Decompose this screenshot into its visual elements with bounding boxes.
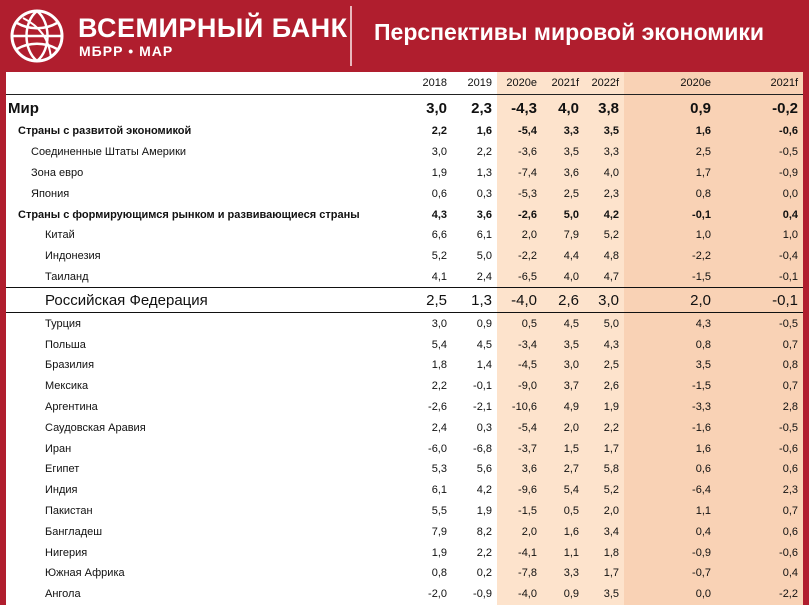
value-cell: -3,3 xyxy=(624,397,716,418)
value-cell: 4,3 xyxy=(431,208,447,221)
table-row xyxy=(6,183,803,204)
row-label: Соединенные Штаты Америки xyxy=(31,146,187,159)
value-cell: -0,9 xyxy=(716,163,803,184)
row-label: Таиланд xyxy=(45,270,89,283)
value-cell: 5,0 xyxy=(542,204,584,225)
value-cell: 1,7 xyxy=(584,563,624,584)
value-cell: 1,5 xyxy=(542,438,584,459)
value-cell: 2,5 xyxy=(624,142,716,163)
value-cell: 2,2 xyxy=(584,417,624,438)
table-row xyxy=(6,355,803,376)
value-cell: -7,4 xyxy=(497,163,542,184)
value-cell: 2,0 xyxy=(497,521,542,542)
value-cell: -0,1 xyxy=(473,380,492,393)
value-cell: 5,4 xyxy=(431,338,447,351)
value-cell: -2,6 xyxy=(428,400,447,413)
value-cell: 1,7 xyxy=(624,163,716,184)
value-cell: 1,9 xyxy=(584,397,624,418)
value-cell: 4,2 xyxy=(476,484,492,497)
table-row xyxy=(6,501,803,522)
value-cell: 0,9 xyxy=(542,584,584,605)
table-row xyxy=(6,121,803,142)
value-cell: -4,0 xyxy=(497,584,542,605)
value-cell: 2,5 xyxy=(584,355,624,376)
col-header: 2020e xyxy=(497,72,542,95)
value-cell: -4,0 xyxy=(497,288,542,313)
value-cell: 7,9 xyxy=(542,225,584,246)
value-cell: -0,2 xyxy=(716,95,803,122)
table-row xyxy=(6,225,803,246)
value-cell: -3,4 xyxy=(497,334,542,355)
row-label: Китай xyxy=(45,229,75,242)
value-cell: 0,7 xyxy=(716,334,803,355)
row-label: Бангладеш xyxy=(45,525,103,538)
value-cell: 3,0 xyxy=(426,99,447,117)
value-cell: 6,1 xyxy=(476,229,492,242)
table-row xyxy=(6,313,803,334)
value-cell: 2,0 xyxy=(497,225,542,246)
value-cell: 0,4 xyxy=(624,521,716,542)
value-cell: -3,6 xyxy=(497,142,542,163)
value-cell: 2,2 xyxy=(431,380,447,393)
col-header: 2019 xyxy=(452,72,497,95)
value-cell: 3,3 xyxy=(542,121,584,142)
table-row xyxy=(6,334,803,355)
value-cell: 0,5 xyxy=(542,501,584,522)
growth-table xyxy=(6,72,803,605)
value-cell: 1,9 xyxy=(476,504,492,517)
value-cell: -2,6 xyxy=(497,204,542,225)
value-cell: 1,3 xyxy=(452,288,497,313)
value-cell: -6,0 xyxy=(428,442,447,455)
value-cell: 3,4 xyxy=(584,521,624,542)
value-cell: -4,3 xyxy=(497,95,542,122)
value-cell: -5,4 xyxy=(497,121,542,142)
row-label: Мир xyxy=(8,99,39,117)
table-row xyxy=(6,204,803,225)
value-cell: -6,4 xyxy=(624,480,716,501)
value-cell: 1,7 xyxy=(584,438,624,459)
value-cell: -5,4 xyxy=(497,417,542,438)
value-cell: 2,8 xyxy=(716,397,803,418)
row-label: Япония xyxy=(31,187,70,200)
col-header: 2021f xyxy=(716,72,803,95)
value-cell: 0,0 xyxy=(624,584,716,605)
col-header: 2022f xyxy=(584,72,624,95)
value-cell: 4,7 xyxy=(584,267,624,288)
value-cell: 5,2 xyxy=(431,250,447,263)
value-cell: 3,5 xyxy=(624,355,716,376)
value-cell: 1,8 xyxy=(584,542,624,563)
value-cell: -5,3 xyxy=(497,183,542,204)
table-row xyxy=(6,163,803,184)
table-body xyxy=(6,95,803,605)
value-cell: 0,8 xyxy=(624,183,716,204)
value-cell: 5,0 xyxy=(584,313,624,334)
value-cell: 2,7 xyxy=(542,459,584,480)
row-label: Египет xyxy=(45,463,80,476)
value-cell: 0,3 xyxy=(476,421,492,434)
value-cell: 0,3 xyxy=(476,187,492,200)
value-cell: 0,7 xyxy=(716,376,803,397)
value-cell: 3,8 xyxy=(584,95,624,122)
value-cell: 2,2 xyxy=(476,546,492,559)
header-bar xyxy=(0,0,809,72)
value-cell: 0,6 xyxy=(624,459,716,480)
value-cell: 2,6 xyxy=(584,376,624,397)
value-cell: 2,0 xyxy=(542,417,584,438)
value-cell: 3,0 xyxy=(584,288,624,313)
value-cell: -0,1 xyxy=(716,267,803,288)
value-cell: -10,6 xyxy=(497,397,542,418)
value-cell: 4,2 xyxy=(584,204,624,225)
value-cell: 2,0 xyxy=(624,288,716,313)
value-cell: -0,4 xyxy=(716,246,803,267)
value-cell: 4,3 xyxy=(624,313,716,334)
value-cell: 1,9 xyxy=(431,166,447,179)
value-cell: 5,5 xyxy=(431,504,447,517)
header-row xyxy=(6,72,803,95)
value-cell: 3,7 xyxy=(542,376,584,397)
header-label-cell xyxy=(6,72,406,95)
table-row xyxy=(6,542,803,563)
value-cell: -1,5 xyxy=(624,376,716,397)
value-cell: -4,5 xyxy=(497,355,542,376)
value-cell: 0,8 xyxy=(716,355,803,376)
value-cell: -1,6 xyxy=(624,417,716,438)
value-cell: -0,6 xyxy=(716,438,803,459)
value-cell: 4,0 xyxy=(542,267,584,288)
value-cell: 2,2 xyxy=(431,125,447,138)
value-cell: 2,4 xyxy=(431,421,447,434)
value-cell: -9,6 xyxy=(497,480,542,501)
value-cell: -2,2 xyxy=(497,246,542,267)
row-label: Зона евро xyxy=(31,166,84,179)
value-cell: 6,6 xyxy=(431,229,447,242)
value-cell: 1,1 xyxy=(542,542,584,563)
row-label: Польша xyxy=(45,338,86,351)
value-cell: 6,1 xyxy=(431,484,447,497)
value-cell: 1,0 xyxy=(716,225,803,246)
value-cell: 3,5 xyxy=(542,142,584,163)
value-cell: 1,0 xyxy=(624,225,716,246)
row-label: Страны с формирующимся рынком и развивающиеся страны xyxy=(18,208,360,221)
header-divider xyxy=(350,6,352,66)
value-cell: 1,8 xyxy=(431,359,447,372)
value-cell: 3,0 xyxy=(431,146,447,159)
value-cell: 2,0 xyxy=(584,501,624,522)
table-row xyxy=(6,376,803,397)
value-cell: -6,8 xyxy=(473,442,492,455)
value-cell: 5,6 xyxy=(476,463,492,476)
value-cell: 3,0 xyxy=(542,355,584,376)
value-cell: -0,5 xyxy=(716,142,803,163)
table-row xyxy=(6,584,803,605)
value-cell: 3,5 xyxy=(584,584,624,605)
value-cell: 3,6 xyxy=(497,459,542,480)
value-cell: 2,2 xyxy=(476,146,492,159)
value-cell: 0,7 xyxy=(716,501,803,522)
value-cell: -0,6 xyxy=(716,121,803,142)
table-row xyxy=(6,397,803,418)
value-cell: -0,9 xyxy=(624,542,716,563)
value-cell: -1,5 xyxy=(497,501,542,522)
value-cell: 4,4 xyxy=(542,246,584,267)
value-cell: 3,5 xyxy=(584,121,624,142)
row-label: Нигерия xyxy=(45,546,88,559)
row-label: Страны с развитой экономикой xyxy=(18,125,192,138)
value-cell: 1,4 xyxy=(476,359,492,372)
row-label: Индия xyxy=(45,484,78,497)
value-cell: 4,8 xyxy=(584,246,624,267)
world-bank-globe-icon xyxy=(9,8,65,64)
value-cell: 7,9 xyxy=(431,525,447,538)
row-label: Российская Федерация xyxy=(6,288,406,313)
value-cell: -3,7 xyxy=(497,438,542,459)
value-cell: 0,2 xyxy=(476,567,492,580)
value-cell: 5,0 xyxy=(476,250,492,263)
table-row xyxy=(6,288,803,313)
value-cell: 3,3 xyxy=(584,142,624,163)
value-cell: -1,5 xyxy=(624,267,716,288)
value-cell: -0,1 xyxy=(624,204,716,225)
table-row xyxy=(6,480,803,501)
value-cell: 2,5 xyxy=(542,183,584,204)
table-row xyxy=(6,417,803,438)
value-cell: 4,3 xyxy=(584,334,624,355)
value-cell: 5,2 xyxy=(584,225,624,246)
value-cell: 0,0 xyxy=(716,183,803,204)
value-cell: 2,6 xyxy=(542,288,584,313)
value-cell: 0,4 xyxy=(716,563,803,584)
col-header: 2020e xyxy=(624,72,716,95)
value-cell: 1,6 xyxy=(624,438,716,459)
col-header: 2018 xyxy=(406,72,452,95)
table-row xyxy=(6,267,803,288)
value-cell: 5,4 xyxy=(542,480,584,501)
row-label: Турция xyxy=(45,317,81,330)
value-cell: 2,3 xyxy=(471,99,492,117)
row-label: Аргентина xyxy=(45,400,98,413)
data-table-sheet xyxy=(6,72,803,605)
value-cell: 1,6 xyxy=(624,121,716,142)
value-cell: -9,0 xyxy=(497,376,542,397)
value-cell: 1,9 xyxy=(431,546,447,559)
value-cell: 4,1 xyxy=(431,270,447,283)
value-cell: -0,9 xyxy=(473,588,492,601)
value-cell: 1,6 xyxy=(476,125,492,138)
value-cell: 2,3 xyxy=(584,183,624,204)
value-cell: 0,9 xyxy=(476,317,492,330)
value-cell: 4,0 xyxy=(542,95,584,122)
value-cell: -2,0 xyxy=(428,588,447,601)
value-cell: 2,3 xyxy=(716,480,803,501)
value-cell: -0,1 xyxy=(716,288,803,313)
value-cell: 5,8 xyxy=(584,459,624,480)
value-cell: -0,5 xyxy=(716,313,803,334)
value-cell: 2,5 xyxy=(406,288,452,313)
row-label: Пакистан xyxy=(45,504,93,517)
row-label: Индонезия xyxy=(45,250,101,263)
row-label: Южная Африка xyxy=(45,567,125,580)
row-label: Мексика xyxy=(45,380,89,393)
value-cell: -0,6 xyxy=(716,542,803,563)
value-cell: 3,5 xyxy=(542,334,584,355)
value-cell: 0,9 xyxy=(624,95,716,122)
value-cell: 3,0 xyxy=(431,317,447,330)
value-cell: 0,6 xyxy=(716,459,803,480)
value-cell: -2,2 xyxy=(624,246,716,267)
table-row xyxy=(6,459,803,480)
value-cell: 0,8 xyxy=(431,567,447,580)
page-title: Перспективы мировой экономики xyxy=(374,19,765,45)
brand-subtitle: МБРР • МАР xyxy=(79,43,174,59)
table-row xyxy=(6,563,803,584)
table-row xyxy=(6,95,803,122)
value-cell: -7,8 xyxy=(497,563,542,584)
row-label: Иран xyxy=(45,442,72,455)
value-cell: -4,1 xyxy=(497,542,542,563)
value-cell: 4,5 xyxy=(476,338,492,351)
value-cell: 0,5 xyxy=(497,313,542,334)
row-label: Бразилия xyxy=(45,359,95,372)
value-cell: 1,3 xyxy=(476,166,492,179)
table-row xyxy=(6,246,803,267)
table-row xyxy=(6,438,803,459)
value-cell: 4,0 xyxy=(584,163,624,184)
row-label: Саудовская Аравия xyxy=(45,421,146,434)
value-cell: 8,2 xyxy=(476,525,492,538)
table-row xyxy=(6,521,803,542)
value-cell: 5,2 xyxy=(584,480,624,501)
value-cell: 2,4 xyxy=(476,270,492,283)
value-cell: -6,5 xyxy=(497,267,542,288)
row-label: Ангола xyxy=(45,588,81,601)
value-cell: -2,1 xyxy=(473,400,492,413)
value-cell: 4,5 xyxy=(542,313,584,334)
value-cell: 3,6 xyxy=(476,208,492,221)
col-header: 2021f xyxy=(542,72,584,95)
value-cell: 0,8 xyxy=(624,334,716,355)
table-row xyxy=(6,142,803,163)
value-cell: -2,2 xyxy=(716,584,803,605)
value-cell: 1,6 xyxy=(542,521,584,542)
value-cell: 1,1 xyxy=(624,501,716,522)
value-cell: 0,6 xyxy=(431,187,447,200)
value-cell: -0,7 xyxy=(624,563,716,584)
value-cell: 3,3 xyxy=(542,563,584,584)
value-cell: 3,6 xyxy=(542,163,584,184)
value-cell: 4,9 xyxy=(542,397,584,418)
brand-title: ВСЕМИРНЫЙ БАНК xyxy=(78,13,348,43)
value-cell: 0,6 xyxy=(716,521,803,542)
value-cell: 0,4 xyxy=(716,204,803,225)
value-cell: -0,5 xyxy=(716,417,803,438)
value-cell: 5,3 xyxy=(431,463,447,476)
